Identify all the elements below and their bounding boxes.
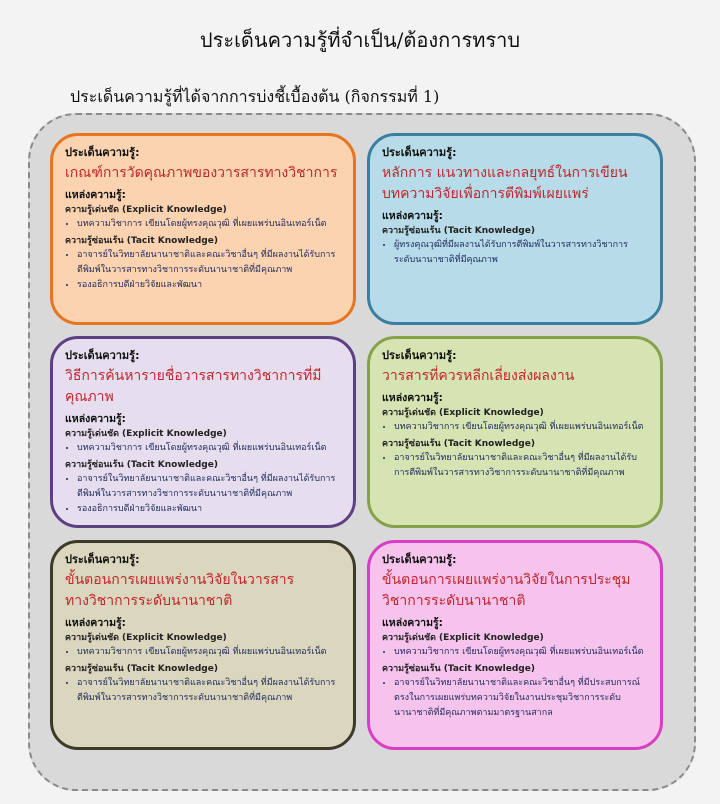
topic-title bbox=[382, 163, 648, 205]
page-title: ประเด็นความรู้ที่จำเป็น/ต้องการทราบ bbox=[199, 28, 521, 52]
source-label: แหล่งความรู้: bbox=[65, 617, 126, 629]
topic-title bbox=[65, 570, 341, 612]
source-label: แหล่งความรู้: bbox=[65, 189, 126, 201]
source-item: • อาจารย์ในวิทยาลัยนานาชาติและคณะวิชาอื่นๆ ที่มีประสบการณ์ตรงในการเผยแพร่บทความวิจัยในงานประชุมวิชาการระดับนานาชาติที่มีคุณภาพตามมาตรฐานสากล bbox=[394, 676, 648, 721]
topic-title bbox=[65, 366, 341, 408]
source-item: • บทความวิชาการ เขียนโดยผู้ทรงคุณวุฒิ ที่เผยแพร่บนอินเทอร์เน็ต bbox=[77, 217, 341, 232]
source-item: • บทความวิชาการ เขียนโดยผู้ทรงคุณวุฒิ ที่เผยแพร่บนอินเทอร์เน็ต bbox=[394, 420, 648, 435]
topic-title bbox=[382, 570, 648, 612]
topic-label: ประเด็นความรู้: bbox=[65, 553, 140, 566]
source-item: • ผู้ทรงคุณวุฒิที่มีผลงานได้รับการตีพิมพ์ในวารสารทางวิชาการระดับนานาชาติที่มีคุณภาพ bbox=[394, 238, 648, 268]
knowledge-type: ความรู้เด่นชัด (Explicit Knowledge) bbox=[65, 429, 227, 439]
source-label: แหล่งความรู้: bbox=[65, 413, 126, 425]
knowledge-card-journals-to-avoid bbox=[367, 336, 663, 528]
topic-label: ประเด็นความรู้: bbox=[382, 146, 457, 159]
topic-label: ประเด็นความรู้: bbox=[382, 349, 457, 362]
topic-title-line: ขั้นตอนการเผยแพร่งานวิจัยในวารสาร bbox=[65, 572, 295, 588]
knowledge-type: ความรู้ซ่อนเร้น (Tacit Knowledge) bbox=[382, 664, 535, 674]
knowledge-card-journal-search bbox=[50, 336, 356, 528]
topic-title-line: ทางวิชาการระดับนานาชาติ bbox=[65, 593, 233, 609]
source-item: • บทความวิชาการ เขียนโดยผู้ทรงคุณวุฒิ ที่เผยแพร่บนอินเทอร์เน็ต bbox=[394, 645, 648, 660]
source-item: • บทความวิชาการ เขียนโดยผู้ทรงคุณวุฒิ ที่เผยแพร่บนอินเทอร์เน็ต bbox=[77, 645, 341, 660]
source-label: แหล่งความรู้: bbox=[382, 617, 443, 629]
knowledge-card-journal-publishing-steps bbox=[50, 540, 356, 750]
topic-title-line: หลักการ แนวทางและกลยุทธ์ในการเขียน bbox=[382, 165, 628, 181]
knowledge-type: ความรู้ซ่อนเร้น (Tacit Knowledge) bbox=[382, 439, 535, 449]
knowledge-type: ความรู้เด่นชัด (Explicit Knowledge) bbox=[382, 408, 544, 418]
knowledge-type: ความรู้เด่นชัด (Explicit Knowledge) bbox=[65, 633, 227, 643]
topic-title-line: วิชาการระดับนานาชาติ bbox=[382, 593, 526, 609]
source-list bbox=[382, 420, 648, 435]
source-item: • บทความวิชาการ เขียนโดยผู้ทรงคุณวุฒิ ที่เผยแพร่บนอินเทอร์เน็ต bbox=[77, 441, 341, 456]
source-list bbox=[65, 248, 341, 293]
source-item: • รองอธิการบดีฝ่ายวิจัยและพัฒนา bbox=[77, 278, 341, 293]
knowledge-type: ความรู้เด่นชัด (Explicit Knowledge) bbox=[382, 633, 544, 643]
source-list bbox=[382, 238, 648, 268]
source-list bbox=[382, 676, 648, 721]
knowledge-card-writing-strategy bbox=[367, 133, 663, 325]
source-list bbox=[65, 645, 341, 660]
source-item: • รองอธิการบดีฝ่ายวิจัยและพัฒนา bbox=[77, 502, 341, 517]
source-item: • อาจารย์ในวิทยาลัยนานาชาติและคณะวิชาอื่นๆ ที่มีผลงานได้รับการตีพิมพ์ในวารสารทางวิชาการระดับนานาชาติที่มีคุณภาพ bbox=[77, 248, 341, 278]
source-list bbox=[65, 676, 341, 706]
topic-title bbox=[382, 366, 648, 387]
source-label: แหล่งความรู้: bbox=[382, 210, 443, 222]
source-item: • อาจารย์ในวิทยาลัยนานาชาติและคณะวิชาอื่นๆ ที่มีผลงานได้รับการตีพิมพ์ในวารสารทางวิชาการระดับนานาชาติที่มีคุณภาพ bbox=[394, 451, 648, 481]
knowledge-type: ความรู้ซ่อนเร้น (Tacit Knowledge) bbox=[65, 236, 218, 246]
topic-label: ประเด็นความรู้: bbox=[382, 553, 457, 566]
topic-title bbox=[65, 163, 341, 184]
source-list bbox=[65, 441, 341, 456]
section-title: ประเด็นความรู้ที่ได้จากการบ่งชี้เบื้องต้น (กิจกรรมที่ 1) bbox=[70, 87, 440, 106]
topic-title-line: ขั้นตอนการเผยแพร่งานวิจัยในการประชุม bbox=[382, 572, 631, 588]
source-item: • อาจารย์ในวิทยาลัยนานาชาติและคณะวิชาอื่นๆ ที่มีผลงานได้รับการตีพิมพ์ในวารสารทางวิชาการระดับนานาชาติที่มีคุณภาพ bbox=[77, 676, 341, 706]
source-label: แหล่งความรู้: bbox=[382, 392, 443, 404]
topic-label: ประเด็นความรู้: bbox=[65, 349, 140, 362]
topic-label: ประเด็นความรู้: bbox=[65, 146, 140, 159]
source-list bbox=[65, 472, 341, 517]
topic-title-line: วารสารที่ควรหลีกเลี่ยงส่งผลงาน bbox=[382, 368, 575, 384]
source-list bbox=[65, 217, 341, 232]
topic-title-line: วิธีการค้นหารายชื่อวารสารทางวิชาการที่มีคุณภาพ bbox=[65, 368, 322, 405]
knowledge-type: ความรู้ซ่อนเร้น (Tacit Knowledge) bbox=[382, 226, 535, 236]
knowledge-type: ความรู้ซ่อนเร้น (Tacit Knowledge) bbox=[65, 664, 218, 674]
knowledge-type: ความรู้เด่นชัด (Explicit Knowledge) bbox=[65, 205, 227, 215]
source-list bbox=[382, 451, 648, 481]
topic-title-line: เกณฑ์การวัดคุณภาพของวารสารทางวิชาการ bbox=[65, 165, 338, 181]
knowledge-type: ความรู้ซ่อนเร้น (Tacit Knowledge) bbox=[65, 460, 218, 470]
source-list bbox=[382, 645, 648, 660]
knowledge-card-quality-criteria bbox=[50, 133, 356, 325]
topic-title-line: บทความวิจัยเพื่อการตีพิมพ์เผยแพร่ bbox=[382, 186, 589, 202]
knowledge-card-conference-publishing-steps bbox=[367, 540, 663, 750]
source-item: • อาจารย์ในวิทยาลัยนานาชาติและคณะวิชาอื่นๆ ที่มีผลงานได้รับการตีพิมพ์ในวารสารทางวิชาการระดับนานาชาติที่มีคุณภาพ bbox=[77, 472, 341, 502]
